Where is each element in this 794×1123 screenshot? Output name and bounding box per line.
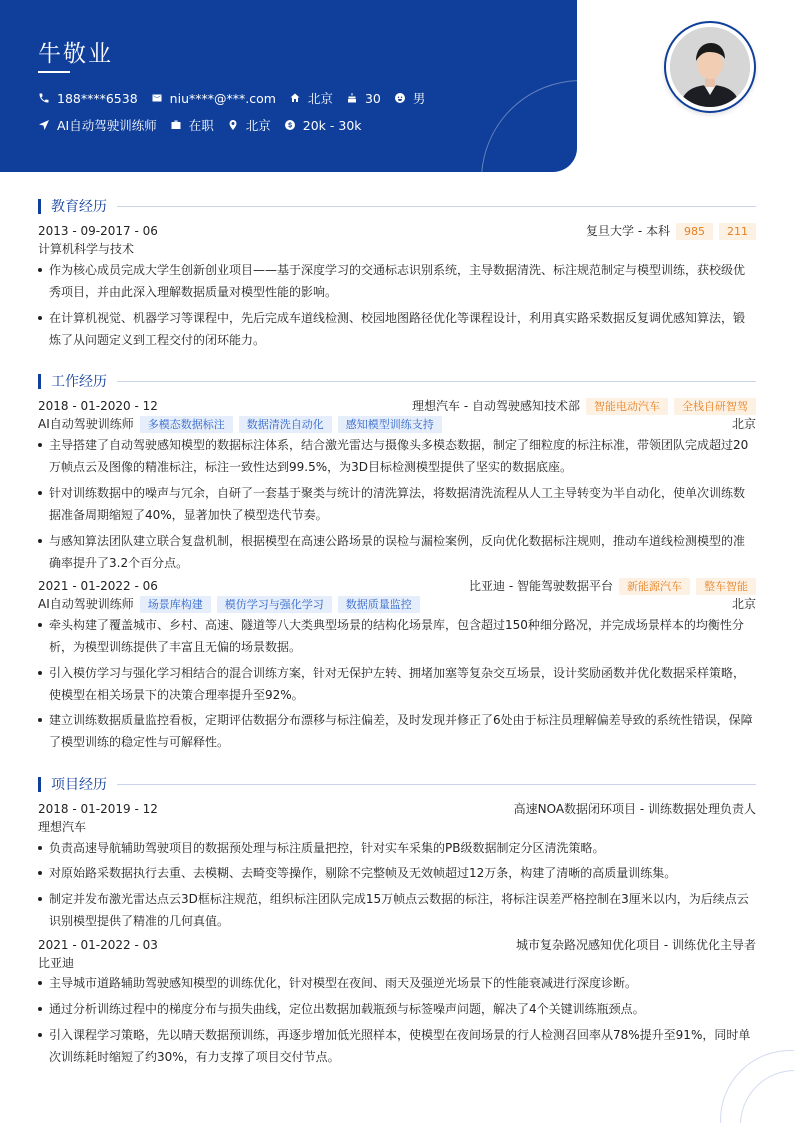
project-date: 2018 - 01-2019 - 12 [38, 802, 158, 816]
company-tag: 全栈自研智驾 [674, 398, 756, 415]
work-location: 北京 [731, 597, 756, 611]
job-text: AI自动驾驶训练师 [57, 118, 157, 133]
education-tag: 985 [676, 223, 713, 240]
project-company: 理想汽车 [38, 820, 87, 834]
contact-row [38, 89, 438, 107]
candidate-name: 牛敬业 [38, 41, 113, 67]
section-title-text: 项目经历 [51, 777, 107, 793]
role-tag: 数据清洗自动化 [239, 416, 332, 433]
project-bullet: 主导城市道路辅助驾驶感知模型的训练优化，针对模型在夜间、雨天及强逆光场景下的性能衰减进行深度诊断。 [38, 972, 756, 994]
project-header [38, 937, 756, 954]
mail-icon [151, 92, 163, 104]
section-title-text: 教育经历 [51, 199, 107, 215]
decorative-circle [481, 80, 577, 172]
location-pin-icon [227, 119, 239, 131]
section-divider [117, 381, 756, 382]
email-text: niu****@***.com [169, 90, 276, 106]
avatar [670, 27, 750, 107]
education-date: 2013 - 09-2017 - 06 [38, 224, 158, 238]
work-bullet: 针对训练数据中的噪声与冗余，自研了一套基于聚类与统计的清洗算法，将数据清洗流程从人工主导转变为半自动化，使单次训练数据准备周期缩短了40%，显著加快了模型迭代节奏。 [38, 482, 756, 526]
job-item [38, 116, 157, 134]
work-bullet: 牵头构建了覆盖城市、乡村、高速、隧道等八大类典型场景的结构化场景库，包含超过150种细分路况，并完成场景样本的均衡性分析，为模型训练提供了丰富且无偏的场景数据。 [38, 614, 756, 658]
work-bullet: 建立训练数据质量监控看板，定期评估数据分布漂移与标注偏差，及时发现并修正了6处由于标注员理解偏差导致的系统性错误，保障了模型训练的稳定性与可解释性。 [38, 709, 756, 753]
role-tag: 模仿学习与强化学习 [217, 596, 332, 613]
city-text: 北京 [307, 91, 333, 106]
company-tag: 智能电动汽车 [586, 398, 668, 415]
section-divider [117, 206, 756, 207]
work-header [38, 398, 756, 415]
job-row [38, 116, 375, 134]
work-role: AI自动驾驶训练师 [38, 597, 134, 611]
gender-text: 男 [412, 91, 426, 106]
role-tag: 多模态数据标注 [140, 416, 233, 433]
education-major: 计算机科学与技术 [38, 242, 135, 256]
work-role-row [38, 416, 756, 433]
phone-icon [38, 92, 50, 104]
age-text: 30 [364, 90, 381, 106]
company-tag: 新能源汽车 [619, 578, 690, 595]
project-bullet: 对原始路采数据执行去重、去模糊、去畸变等操作，剔除不完整帧及无效帧超过12万条，构建了清晰的高质量训练集。 [38, 862, 756, 884]
target-city-item [227, 116, 271, 134]
section-marker [38, 374, 41, 389]
education-header [38, 223, 756, 240]
work-role-row [38, 596, 756, 613]
project-section-title [38, 774, 756, 794]
role-tag: 感知模型训练支持 [338, 416, 442, 433]
project-bullet: 负责高速导航辅助驾驶项目的数据预处理与标注质量把控，针对实车采集的PB级数据制定分区清洗策略。 [38, 837, 756, 859]
project-bullet: 通过分析训练过程中的梯度分布与损失曲线，定位出数据加载瓶颈与标签噪声问题，解决了4个关键训练瓶颈点。 [38, 998, 756, 1020]
send-icon [38, 119, 50, 131]
briefcase-icon [170, 119, 182, 131]
section-divider [117, 784, 756, 785]
education-bullet: 作为核心成员完成大学生创新创业项目——基于深度学习的交通标志识别系统，主导数据清洗、标注规范制定与模型训练，获校级优秀项目，并由此深入理解数据质量对模型性能的影响。 [38, 259, 756, 303]
work-header [38, 578, 756, 595]
person-portrait [670, 27, 750, 107]
header-banner [0, 0, 577, 172]
education-tag: 211 [719, 223, 756, 240]
education-bullet: 在计算机视觉、机器学习等课程中，先后完成车道线检测、校园地图路径优化等课程设计，利用真实路采数据反复调优感知算法，锻炼了从问题定义到工程交付的闭环能力。 [38, 307, 756, 351]
work-date: 2021 - 01-2022 - 06 [38, 579, 158, 593]
age-item [346, 91, 381, 106]
role-tag: 场景库构建 [140, 596, 211, 613]
email-item [151, 91, 276, 106]
project-company-row [38, 819, 756, 836]
target-city-text: 北京 [245, 118, 271, 133]
cake-icon [346, 92, 358, 104]
money-icon [284, 119, 296, 131]
name-underline [38, 71, 70, 73]
project-title: 城市复杂路况感知优化项目 - 训练优化主导者 [516, 938, 756, 952]
project-date: 2021 - 01-2022 - 03 [38, 938, 158, 952]
company-tag: 整车智能 [696, 578, 756, 595]
project-company: 比亚迪 [38, 956, 75, 970]
phone-item [38, 91, 138, 106]
salary-text: 20k - 30k [302, 117, 362, 133]
education-school: 复旦大学 - 本科 [586, 224, 670, 238]
work-bullet: 与感知算法团队建立联合复盘机制，根据模型在高速公路场景的误检与漏检案例，反向优化数据标注规则，推动车道线检测模型的准确率提升了3.2个百分点。 [38, 530, 756, 574]
salary-item [284, 118, 362, 133]
work-company: 比亚迪 - 智能驾驶数据平台 [469, 579, 613, 593]
education-major-row [38, 241, 756, 258]
work-location: 北京 [731, 417, 756, 431]
status-item [170, 116, 214, 134]
face-icon [394, 92, 406, 104]
project-title: 高速NOA数据闭环项目 - 训练数据处理负责人 [513, 802, 756, 816]
work-bullet: 引入模仿学习与强化学习相结合的混合训练方案，针对无保护左转、拥堵加塞等复杂交互场景，设计奖励函数并优化数据采样策略，使模型在相关场景下的决策合理率提升至92%。 [38, 662, 756, 706]
project-header [38, 801, 756, 818]
section-marker [38, 199, 41, 214]
status-text: 在职 [188, 118, 214, 133]
work-company: 理想汽车 - 自动驾驶感知技术部 [412, 399, 580, 413]
home-icon [289, 92, 301, 104]
work-section-title [38, 371, 756, 391]
project-company-row [38, 955, 756, 972]
city-item [289, 89, 333, 107]
education-section-title [38, 196, 756, 216]
work-date: 2018 - 01-2020 - 12 [38, 399, 158, 413]
work-role: AI自动驾驶训练师 [38, 417, 134, 431]
project-bullet: 引入课程学习策略，先以晴天数据预训练，再逐步增加低光照样本，使模型在夜间场景的行人检测召回率从78%提升至91%，同时单次训练耗时缩短了约30%，有力支撑了项目交付节点。 [38, 1024, 756, 1068]
project-bullet: 制定并发布激光雷达点云3D框标注规范，组织标注团队完成15万帧点云数据的标注，将标注误差严格控制在3厘米以内，为后续点云识别模型提供了精准的几何真值。 [38, 888, 756, 932]
section-marker [38, 777, 41, 792]
avatar-frame [664, 21, 756, 113]
work-bullet: 主导搭建了自动驾驶感知模型的数据标注体系，结合激光雷达与摄像头多模态数据，制定了细粒度的标注标准，带领团队完成超过20万帧点云及图像的精准标注，标注一致性达到99.5%，为3D目标检测模型提供了坚实的数据底座。 [38, 434, 756, 478]
phone-text: 188****6538 [57, 90, 138, 106]
gender-item [394, 89, 426, 107]
section-title-text: 工作经历 [51, 374, 107, 390]
role-tag: 数据质量监控 [338, 596, 420, 613]
